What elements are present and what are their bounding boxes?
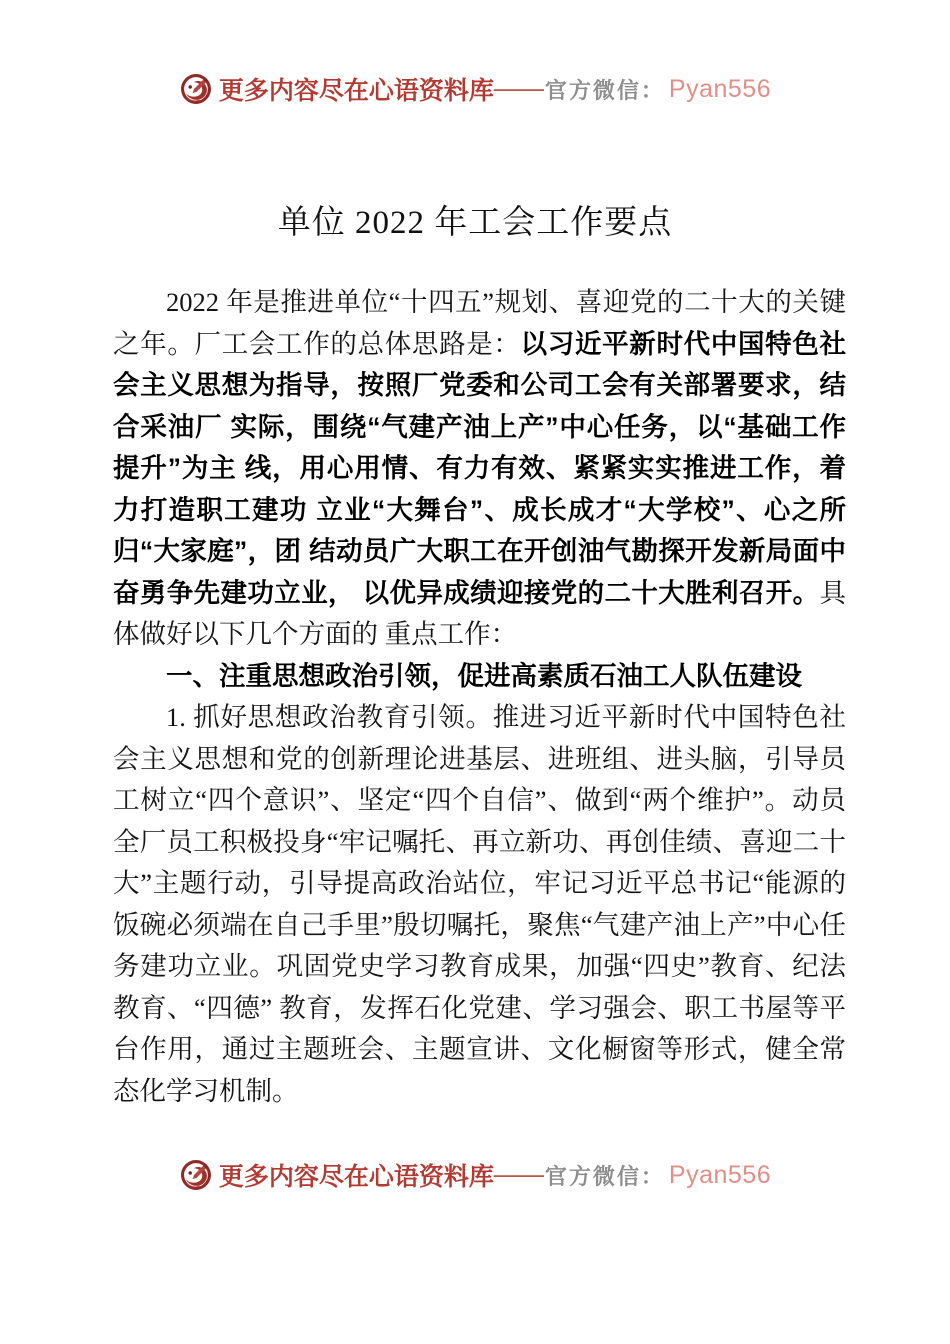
watermark-top [0, 66, 950, 112]
section-heading-1: 一、注重思想政治引领，促进高素质石油工人队伍建设 [166, 660, 802, 691]
watermark-brand-text: 更多内容尽在心语资料库 [218, 1164, 494, 1191]
watermark-handle: Pyan556 [668, 1160, 772, 1189]
watermark-channel-label: 官方微信： [544, 77, 665, 103]
swirl-fish-logo-icon [179, 72, 213, 106]
document-content [113, 282, 846, 1112]
paragraph-intro [113, 282, 846, 656]
watermark-dash: —— [493, 75, 544, 102]
watermark-handle: Pyan556 [668, 74, 772, 103]
watermark-bottom [0, 1152, 950, 1198]
text-run-1: 以习近平新时代中国特色社会主义思想为指导，按照厂党委和公司工会有关部署要求，结合采油厂 实际，围绕“气建产油上产”中心任务，以“基础工作提升”为主 线，用心用情、有力有效、紧紧实实推进工作，着力打造职工建功 立业“大舞台”、成长成才“大学校”、心之所归“大家庭”，团 结动员广大职工在开创油气勘探开发新局面中奋勇争先建功立业， 以优异成绩迎接党的二十大胜利召开。 [113, 328, 847, 608]
document-title: 单位 2022 年工会工作要点 [277, 205, 673, 241]
watermark-channel-label: 官方微信： [544, 1163, 665, 1189]
text-run-2: 具体做好以下几个方面的 重点工作： [113, 577, 846, 649]
watermark-dash: —— [493, 1161, 544, 1188]
text-run-0: 2022 年是推进单位“十四五”规划、喜迎党的二十大的关键之年。厂工会工作的总体思路是： [113, 287, 846, 359]
paragraph-item-1 [113, 697, 846, 1112]
swirl-fish-logo-icon [179, 1158, 213, 1192]
text-run-0: 1. 抓好思想政治教育引领。推进习近平新时代中国特色社会主义思想和党的创新理论进基层、进班组、进头脑，引导员工树立“四个意识”、坚定“四个自信”、做到“两个维护”。动员全厂员工积极投身“牢记嘱托、再立新功、再创佳绩、喜迎二十大”主题行动，引导提高政治站位，牢记习近平总书记“能源的饭碗必须端在自己手里”殷切嘱托，聚焦“气建产油上产”中心任务建功立业。巩固党史学习教育成果，加强“四史”教育、纪法教育、“四德” 教育，发挥石化党建、学习强会、职工书屋等平台作用，通过主题班会、主题宣讲、文化橱窗等形式，健全常态化学习机制。 [113, 702, 846, 1106]
watermark-brand-text: 更多内容尽在心语资料库 [218, 78, 494, 105]
